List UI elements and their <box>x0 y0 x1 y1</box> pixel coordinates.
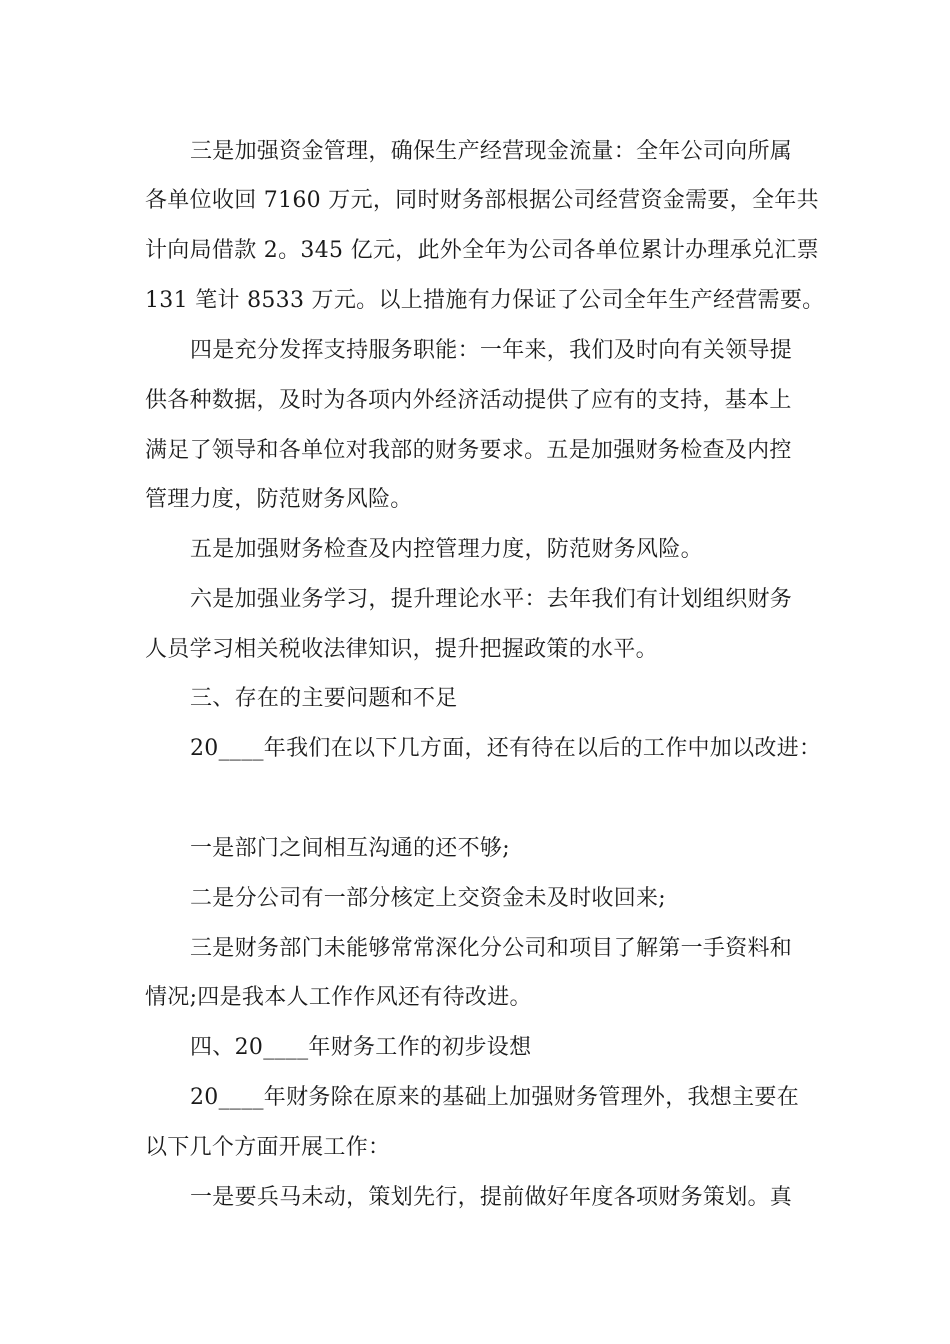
paragraph-line: 管理力度，防范财务风险。 <box>145 487 413 512</box>
list-item: 二是分公司有一部分核定上交资金未及时收回来; <box>190 886 667 911</box>
paragraph-line: 六是加强业务学习，提升理论水平：去年我们有计划组织财务 <box>190 587 793 612</box>
paragraph-line: 一是要兵马未动，策划先行，提前做好年度各项财务策划。真 <box>190 1185 793 1210</box>
paragraph-line: 20____年我们在以下几方面，还有待在以后的工作中加以改进： <box>190 736 822 761</box>
list-item: 三是财务部门未能够常常深化分公司和项目了解第一手资料和 <box>190 936 793 961</box>
list-item: 一是部门之间相互沟通的还不够; <box>190 836 510 861</box>
paragraph-line: 以下几个方面开展工作： <box>145 1135 391 1160</box>
list-item: 情况;四是我本人工作作风还有待改进。 <box>145 985 532 1010</box>
paragraph-line: 人员学习相关税收法律知识，提升把握政策的水平。 <box>145 637 658 662</box>
paragraph-line: 供各种数据，及时为各项内外经济活动提供了应有的支持，基本上 <box>145 388 792 413</box>
paragraph-line: 五是加强财务检查及内控管理力度，防范财务风险。 <box>190 537 703 562</box>
paragraph-line: 满足了领导和各单位对我部的财务要求。五是加强财务检查及内控 <box>145 438 792 463</box>
section-heading: 四、20____年财务工作的初步设想 <box>190 1035 532 1060</box>
section-heading: 三、存在的主要问题和不足 <box>190 686 458 711</box>
paragraph-line: 20____年财务除在原来的基础上加强财务管理外，我想主要在 <box>190 1085 799 1110</box>
paragraph-line: 计向局借款 2。345 亿元，此外全年为公司各单位累计办理承兑汇票 <box>145 238 819 263</box>
paragraph-line: 三是加强资金管理，确保生产经营现金流量：全年公司向所属 <box>190 139 793 164</box>
paragraph-line: 131 笔计 8533 万元。以上措施有力保证了公司全年生产经营需要。 <box>145 288 825 313</box>
paragraph-line: 四是充分发挥支持服务职能：一年来，我们及时向有关领导提 <box>190 338 793 363</box>
paragraph-line: 各单位收回 7160 万元，同时财务部根据公司经营资金需要，全年共 <box>145 188 819 213</box>
